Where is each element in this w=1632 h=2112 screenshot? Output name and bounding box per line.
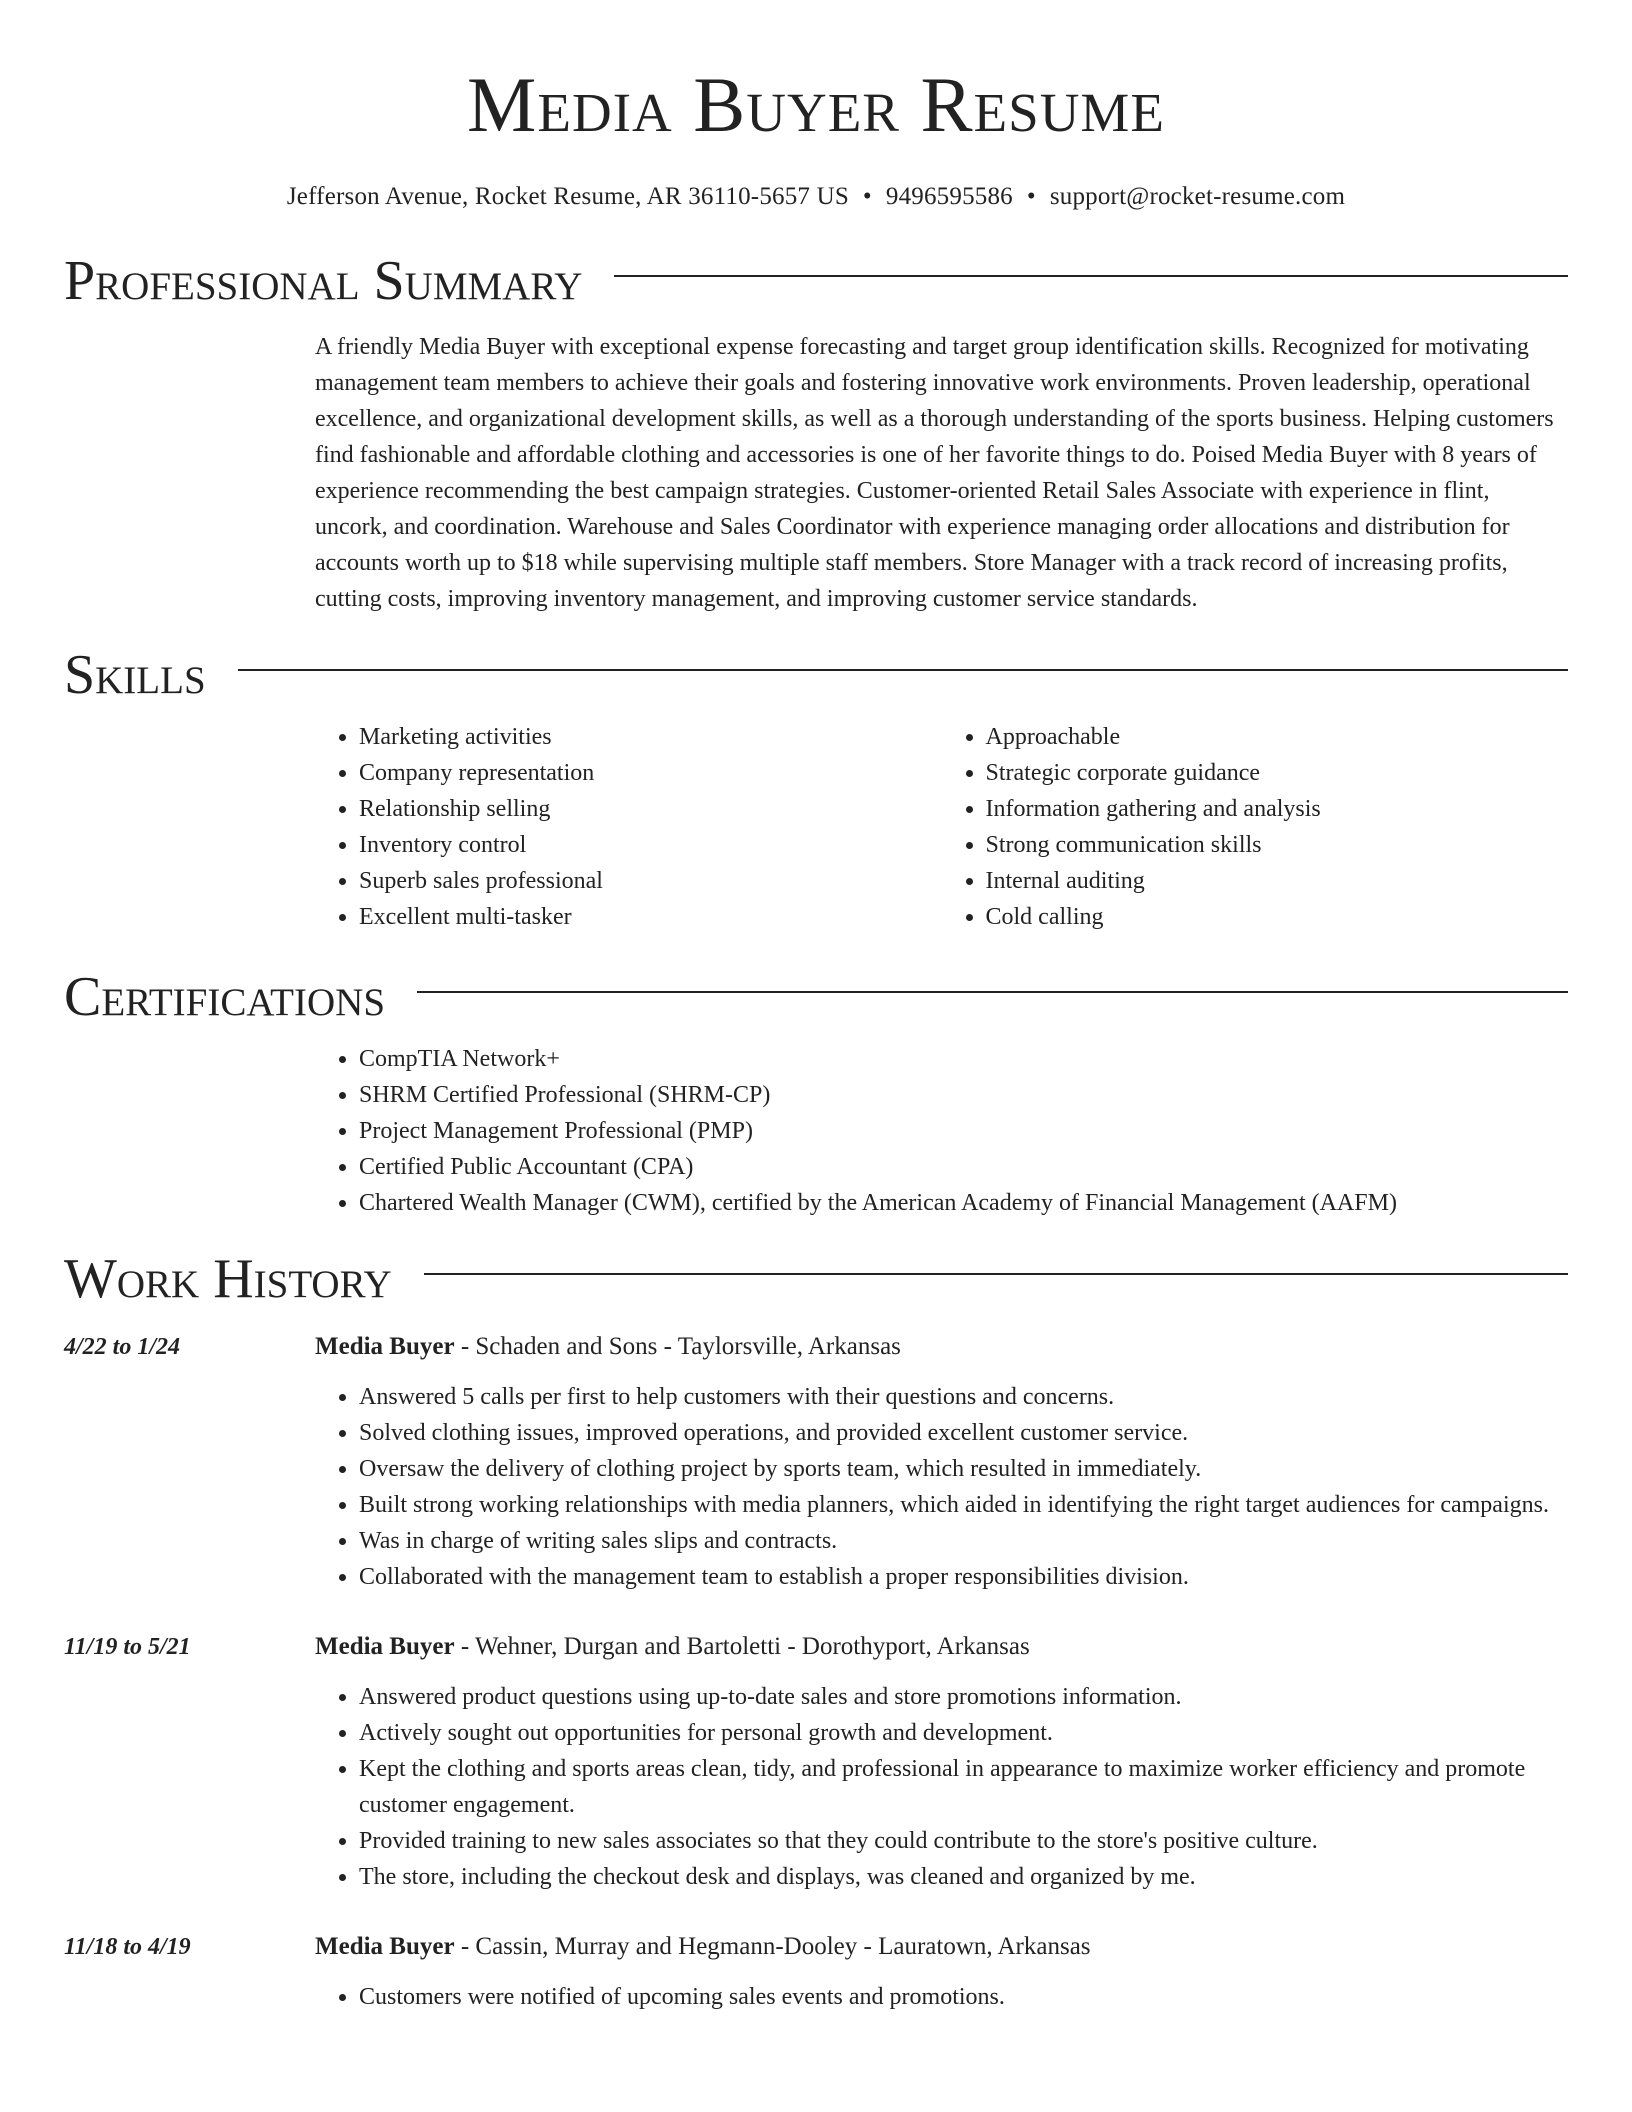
job-bullet: • Actively sought out opportunities for personal growth and development. [359, 1715, 1568, 1751]
job-title: Media Buyer [315, 1633, 455, 1660]
skill-item: • Strategic corporate guidance [986, 755, 1569, 791]
job-title-line [315, 1929, 1568, 1965]
job-entry [64, 1929, 1568, 2015]
job-title-line [315, 1329, 1568, 1365]
section-divider [417, 991, 1568, 993]
job-bullet: • Collaborated with the management team to establish a proper responsibilities division. [359, 1559, 1568, 1595]
job-bullet: • The store, including the checkout desk and displays, was cleaned and organized by me. [359, 1859, 1568, 1895]
summary-heading: Professional Summary [64, 250, 583, 312]
job-bullet: • Answered 5 calls per first to help customers with their questions and concerns. [359, 1379, 1568, 1415]
section-divider [614, 275, 1568, 277]
certifications-section-header [64, 966, 1568, 1028]
job-employer: - Wehner, Durgan and Bartoletti - Dorothyport, Arkansas [454, 1633, 1030, 1660]
contact-separator: • [1026, 183, 1036, 210]
skill-item: • Excellent multi-tasker [359, 899, 942, 935]
certification-item: • CompTIA Network+ [359, 1041, 1568, 1077]
job-detail [315, 1929, 1568, 2015]
certification-item: • Certified Public Accountant (CPA) [359, 1149, 1568, 1185]
work-heading: Work History [64, 1248, 392, 1310]
job-detail [315, 1629, 1568, 1895]
skill-item: • Cold calling [986, 899, 1569, 935]
job-title: Media Buyer [315, 1333, 455, 1360]
contact-address: Jefferson Avenue, Rocket Resume, AR 36110-5657 US [286, 183, 849, 210]
section-divider [424, 1273, 1568, 1275]
skill-item: • Approachable [986, 719, 1569, 755]
job-entry [64, 1629, 1568, 1895]
summary-section-header [64, 250, 1568, 312]
summary-section [315, 329, 1568, 617]
skill-item: • Superb sales professional [359, 863, 942, 899]
skills-section-header [64, 644, 1568, 706]
skill-item: • Company representation [359, 755, 942, 791]
skill-item: • Internal auditing [986, 863, 1569, 899]
job-bullet: • Built strong working relationships with media planners, which aided in identifying the right target audiences for campaigns. [359, 1487, 1568, 1523]
job-detail [315, 1329, 1568, 1595]
skill-item: • Information gathering and analysis [986, 791, 1569, 827]
job-dates: 11/19 to 5/21 [64, 1634, 191, 1660]
contact-email: support@rocket-resume.com [1049, 183, 1346, 210]
summary-text: A friendly Media Buyer with exceptional expense forecasting and target group identification skills. Recognized for motivating management team members to achieve their goals and fostering innovative work environments. Proven leadership, operational excellence, and organizational development skills, as well as a thorough understanding of the sports business. Helping customers find fashionable and affordable clothing and accessories is one of her favorite things to do. Poised Media Buyer with 8 years of experience recommending the best campaign strategies. Customer-oriented Retail Sales Associate with experience in flint, uncork, and coordination. Warehouse and Sales Coordinator with experience managing order allocations and distribution for accounts worth up to $18 while supervising multiple staff members. Store Manager with a track record of increasing profits, cutting costs, improving inventory management, and improving customer service standards. [315, 334, 1554, 612]
skill-item: • Marketing activities [359, 719, 942, 755]
job-employer: - Schaden and Sons - Taylorsville, Arkansas [454, 1333, 901, 1360]
job-bullet: • Was in charge of writing sales slips and contracts. [359, 1523, 1568, 1559]
skill-item: • Strong communication skills [986, 827, 1569, 863]
job-bullets [315, 1379, 1568, 1595]
certifications-list [315, 1041, 1568, 1221]
skills-list-left [315, 719, 942, 935]
certification-item: • SHRM Certified Professional (SHRM-CP) [359, 1077, 1568, 1113]
contact-separator: • [862, 183, 872, 210]
job-bullet: • Kept the clothing and sports areas clean, tidy, and professional in appearance to maximize worker efficiency and promote customer engagement. [359, 1751, 1568, 1823]
resume-title: Media Buyer Resume [467, 61, 1165, 148]
skill-item: • Inventory control [359, 827, 942, 863]
skills-section [315, 719, 1568, 935]
contact-phone: 9496595586 [885, 183, 1013, 210]
job-bullet: • Answered product questions using up-to-date sales and store promotions information. [359, 1679, 1568, 1715]
job-dates: 4/22 to 1/24 [64, 1334, 181, 1360]
skills-heading: Skills [64, 644, 206, 706]
contact-line [0, 183, 1632, 211]
certification-item: • Chartered Wealth Manager (CWM), certified by the American Academy of Financial Management (AAFM) [359, 1185, 1568, 1221]
job-entry [64, 1329, 1568, 1595]
certifications-section [315, 1041, 1568, 1221]
skill-item: • Relationship selling [359, 791, 942, 827]
certifications-heading: Certifications [64, 966, 386, 1028]
job-title: Media Buyer [315, 1933, 455, 1960]
job-bullet: • Customers were notified of upcoming sales events and promotions. [359, 1979, 1568, 2015]
job-bullet: • Provided training to new sales associates so that they could contribute to the store's positive culture. [359, 1823, 1568, 1859]
job-dates: 11/18 to 4/19 [64, 1934, 191, 1960]
job-bullets [315, 1979, 1568, 2015]
certification-item: • Project Management Professional (PMP) [359, 1113, 1568, 1149]
section-divider [238, 669, 1568, 671]
job-bullets [315, 1679, 1568, 1895]
job-bullet: • Solved clothing issues, improved operations, and provided excellent customer service. [359, 1415, 1568, 1451]
work-section-header [64, 1248, 1568, 1310]
job-title-line [315, 1629, 1568, 1665]
skills-list-right [942, 719, 1569, 935]
job-bullet: • Oversaw the delivery of clothing project by sports team, which resulted in immediately. [359, 1451, 1568, 1487]
job-employer: - Cassin, Murray and Hegmann-Dooley - Lauratown, Arkansas [454, 1933, 1091, 1960]
